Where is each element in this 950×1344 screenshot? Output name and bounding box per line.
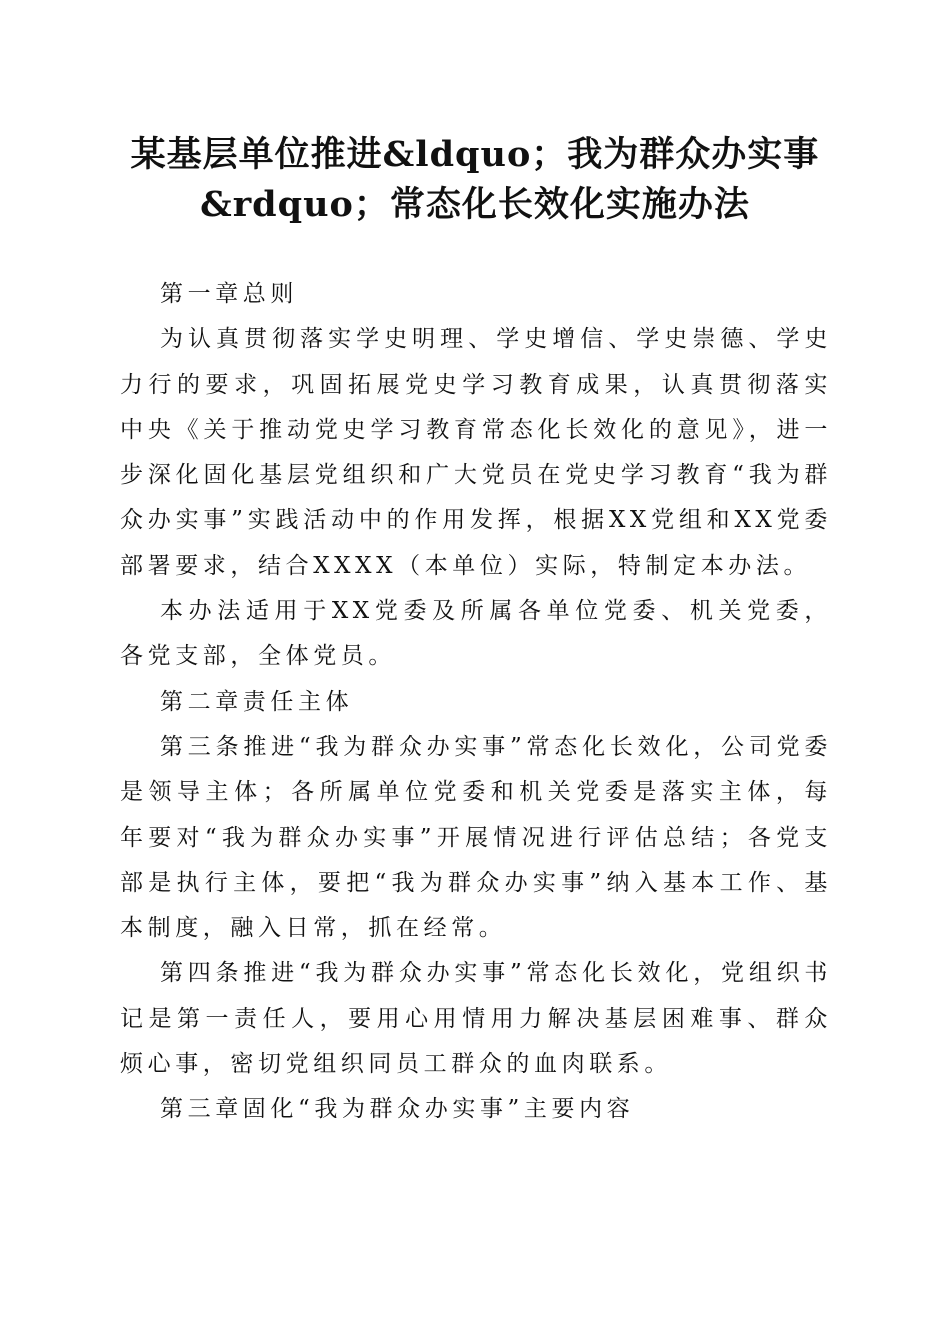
title-line-1: 某基层单位推进&ldquo；我为群众办实事 — [130, 134, 820, 175]
chapter-heading-2: 第二章责任主体 — [160, 688, 354, 715]
article-3-paragraph: 第三条推进“我为群众办实事”常态化长效化，公司党委是领导主体；各所属单位党委和机关党委是落实主体，每年要对“我为群众办实事”开展情况进行评估总结；各党支部是执行主体，要把“我为群众办实事”纳入基本工作、基本制度，融入日常，抓在经常。 — [120, 733, 832, 942]
title-line-2: &rdquo；常态化长效化实施办法 — [200, 184, 750, 225]
chapter-heading-1: 第一章总则 — [160, 281, 298, 307]
body-paragraph: 为认真贯彻落实学史明理、学史增信、学史崇德、学史力行的要求，巩固拓展党史学习教育成果，认真贯彻落实中央《关于推动党史学习教育常态化长效化的意见》，进一步深化固化基层党组织和广大党员在党史学习教育“我为群众办实事”实践活动中的作用发挥，根据XX党组和XX党委部署要求，结合XXXX（本单位）实际，特制定本办法。 — [120, 326, 832, 579]
document-title — [80, 130, 870, 230]
document-body — [120, 272, 832, 1133]
chapter-heading-3: 第三章固化“我为群众办实事”主要内容 — [160, 1096, 635, 1123]
article-4-paragraph: 第四条推进“我为群众办实事”常态化长效化，党组织书记是第一责任人，要用心用情用力解决基层困难事、群众烦心事，密切党组织同员工群众的血肉联系。 — [120, 960, 832, 1078]
body-paragraph: 本办法适用于XX党委及所属各单位党委、机关党委，各党支部，全体党员。 — [120, 598, 832, 670]
